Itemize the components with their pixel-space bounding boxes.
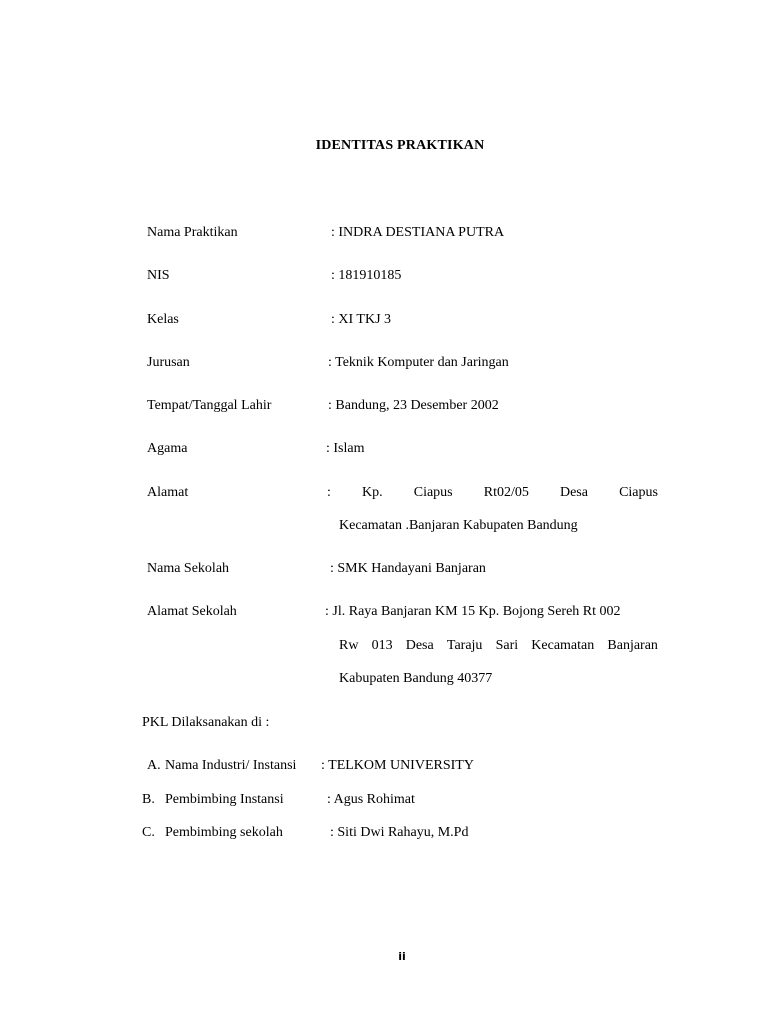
field-label-ttl: Tempat/Tanggal Lahir: [147, 398, 272, 413]
field-label-nama: Nama Praktikan: [147, 225, 238, 240]
alamat-sekolah-word: Rw: [339, 638, 359, 653]
field-row-alamat: [0, 486, 768, 504]
field-row-agama: [0, 442, 768, 460]
field-row-kelas: [0, 313, 768, 331]
field-row-alamat-cont: [0, 519, 768, 537]
field-label-kelas: Kelas: [147, 312, 179, 327]
field-value-agama: : Islam: [326, 441, 365, 456]
pkl-item-marker: A.: [147, 758, 161, 773]
alamat-word: Rt02/05: [483, 485, 529, 500]
field-label-alamat: Alamat: [147, 485, 189, 500]
alamat-word: Desa: [559, 485, 588, 500]
field-label-alamat-sekolah: Alamat Sekolah: [147, 604, 237, 619]
field-row-jurusan: [0, 356, 768, 374]
alamat-word: Ciapus: [619, 485, 658, 500]
pkl-item-value: : TELKOM UNIVERSITY: [321, 758, 474, 773]
field-value-alamat-line2: Kecamatan .Banjaran Kabupaten Bandung: [339, 518, 578, 533]
field-value-jurusan: : Teknik Komputer dan Jaringan: [328, 355, 509, 370]
field-value-nis: : 181910185: [331, 268, 402, 283]
field-label-agama: Agama: [147, 441, 188, 456]
alamat-sekolah-word: Desa: [405, 638, 434, 653]
alamat-word: Kp.: [362, 485, 383, 500]
pkl-item-value: : Siti Dwi Rahayu, M.Pd: [330, 825, 469, 840]
field-row-nama: [0, 226, 768, 244]
pkl-heading: PKL Dilaksanakan di :: [142, 715, 270, 730]
pkl-heading-row: [0, 716, 768, 734]
pkl-item-label: Pembimbing sekolah: [165, 825, 283, 840]
pkl-item: [0, 826, 768, 844]
pkl-item-value: : Agus Rohimat: [327, 792, 415, 807]
field-value-ttl: : Bandung, 23 Desember 2002: [328, 398, 499, 413]
field-row-alamat-sekolah-cont: [0, 639, 768, 657]
page-title: IDENTITAS PRAKTIKAN: [315, 138, 485, 153]
field-row-alamat-sekolah-cont2: [0, 672, 768, 690]
field-label-jurusan: Jurusan: [147, 355, 190, 370]
alamat-sekolah-word: Banjaran: [607, 638, 658, 653]
pkl-item: [0, 793, 768, 811]
alamat-word: :: [327, 485, 331, 500]
field-value-sekolah: : SMK Handayani Banjaran: [330, 561, 486, 576]
field-value-alamat-line1: [327, 486, 658, 500]
field-value-alamat-sekolah-line1: : Jl. Raya Banjaran KM 15 Kp. Bojong Sereh Rt 002: [325, 604, 621, 619]
alamat-sekolah-word: Sari: [495, 638, 519, 653]
field-label-nis: NIS: [147, 268, 170, 283]
field-value-nama: : INDRA DESTIANA PUTRA: [331, 225, 505, 240]
alamat-sekolah-word: 013: [371, 638, 393, 653]
pkl-item-label: Nama Industri/ Instansi: [165, 758, 297, 773]
alamat-word: Ciapus: [413, 485, 453, 500]
field-value-kelas: : XI TKJ 3: [331, 312, 392, 327]
alamat-sekolah-word: Kecamatan: [531, 638, 595, 653]
pkl-item: [0, 759, 768, 777]
field-value-alamat-sekolah-line2: [339, 639, 658, 653]
pkl-item-marker: C.: [142, 825, 155, 840]
page-number: ii: [398, 950, 406, 963]
field-row-ttl: [0, 399, 768, 417]
pkl-item-label: Pembimbing Instansi: [165, 792, 284, 807]
field-row-nis: [0, 269, 768, 287]
field-row-sekolah: [0, 562, 768, 580]
pkl-item-marker: B.: [142, 792, 155, 807]
field-value-alamat-sekolah-line3: Kabupaten Bandung 40377: [339, 671, 493, 686]
field-label-sekolah: Nama Sekolah: [147, 561, 230, 576]
alamat-sekolah-word: Taraju: [446, 638, 483, 653]
field-row-alamat-sekolah: [0, 605, 768, 623]
